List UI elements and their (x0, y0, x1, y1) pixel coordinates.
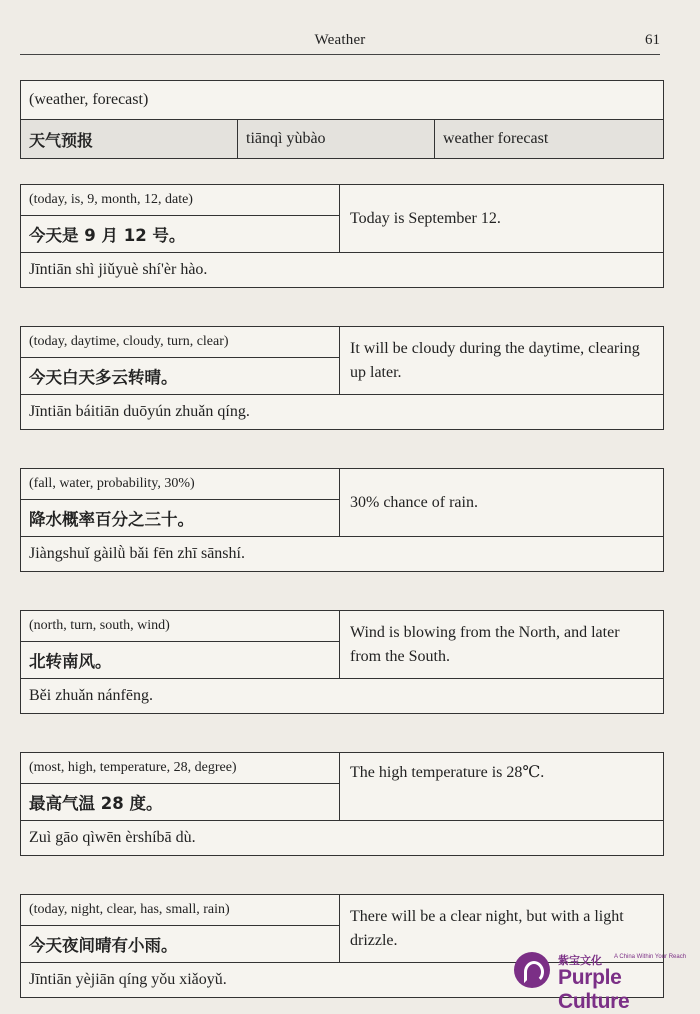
page-number: 61 (645, 32, 660, 48)
entry-card (20, 752, 664, 856)
entry-hanzi: 今天夜间晴有小雨。 (21, 926, 340, 963)
entry-gloss: (most, high, temperature, 28, degree) (21, 753, 340, 784)
entry-english: weather forecast (435, 120, 664, 159)
entry-pinyin: Běi zhuǎn nánfēng. (21, 679, 664, 714)
purple-culture-logo (514, 948, 692, 1013)
entry-pinyin: Jīntiān shì jiǔyuè shí'èr hào. (21, 253, 664, 288)
entry-hanzi: 最高气温 28 度。 (21, 784, 340, 821)
entry-card (20, 326, 664, 430)
entry-weather-forecast (20, 80, 664, 159)
logo-tagline: A China Within Your Reach (614, 954, 687, 960)
entry-gloss: (today, daytime, cloudy, turn, clear) (21, 327, 340, 358)
entry-english: Today is September 12. (340, 185, 664, 253)
entry-pinyin: Zuì gāo qìwēn èrshíbā dù. (21, 821, 664, 856)
entry-gloss: (weather, forecast) (21, 81, 664, 120)
entry-english: There will be a clear night, but with a light drizzle. (340, 895, 664, 963)
entry-gloss: (today, is, 9, month, 12, date) (21, 185, 340, 216)
entry-pinyin: Jīntiān báitiān duōyún zhuǎn qíng. (21, 395, 664, 430)
logo-icon (514, 952, 550, 988)
entry-english: The high temperature is 28℃. (340, 753, 664, 821)
running-title: Weather (314, 32, 366, 48)
entry-card (20, 184, 664, 288)
entry-gloss: (fall, water, probability, 30%) (21, 469, 340, 500)
entry-hanzi: 天气预报 (21, 120, 238, 159)
entry-gloss: (north, turn, south, wind) (21, 611, 340, 642)
entry-english: It will be cloudy during the daytime, clearing up later. (340, 327, 664, 395)
entry-english: Wind is blowing from the North, and later from the South. (340, 611, 664, 679)
page-header (20, 32, 660, 55)
entry-card (20, 468, 664, 572)
entry-gloss: (today, night, clear, has, small, rain) (21, 895, 340, 926)
entry-english: 30% chance of rain. (340, 469, 664, 537)
entry-hanzi: 北转南风。 (21, 642, 340, 679)
entry-hanzi: 降水概率百分之三十。 (21, 500, 340, 537)
entry-pinyin: Jīntiān yèjiān qíng yǒu xiǎoyǔ. (21, 963, 664, 998)
entry-hanzi: 今天是 9 月 12 号。 (21, 216, 340, 253)
entry-card (20, 610, 664, 714)
logo-chinese: 紫宝文化 (558, 954, 602, 967)
logo-english: Purple Culture (558, 966, 630, 1013)
entry-hanzi: 今天白天多云转晴。 (21, 358, 340, 395)
entry-pinyin: Jiàngshuǐ gàilǜ bǎi fēn zhī sānshí. (21, 537, 664, 572)
entry-pinyin: tiānqì yùbào (238, 120, 435, 159)
